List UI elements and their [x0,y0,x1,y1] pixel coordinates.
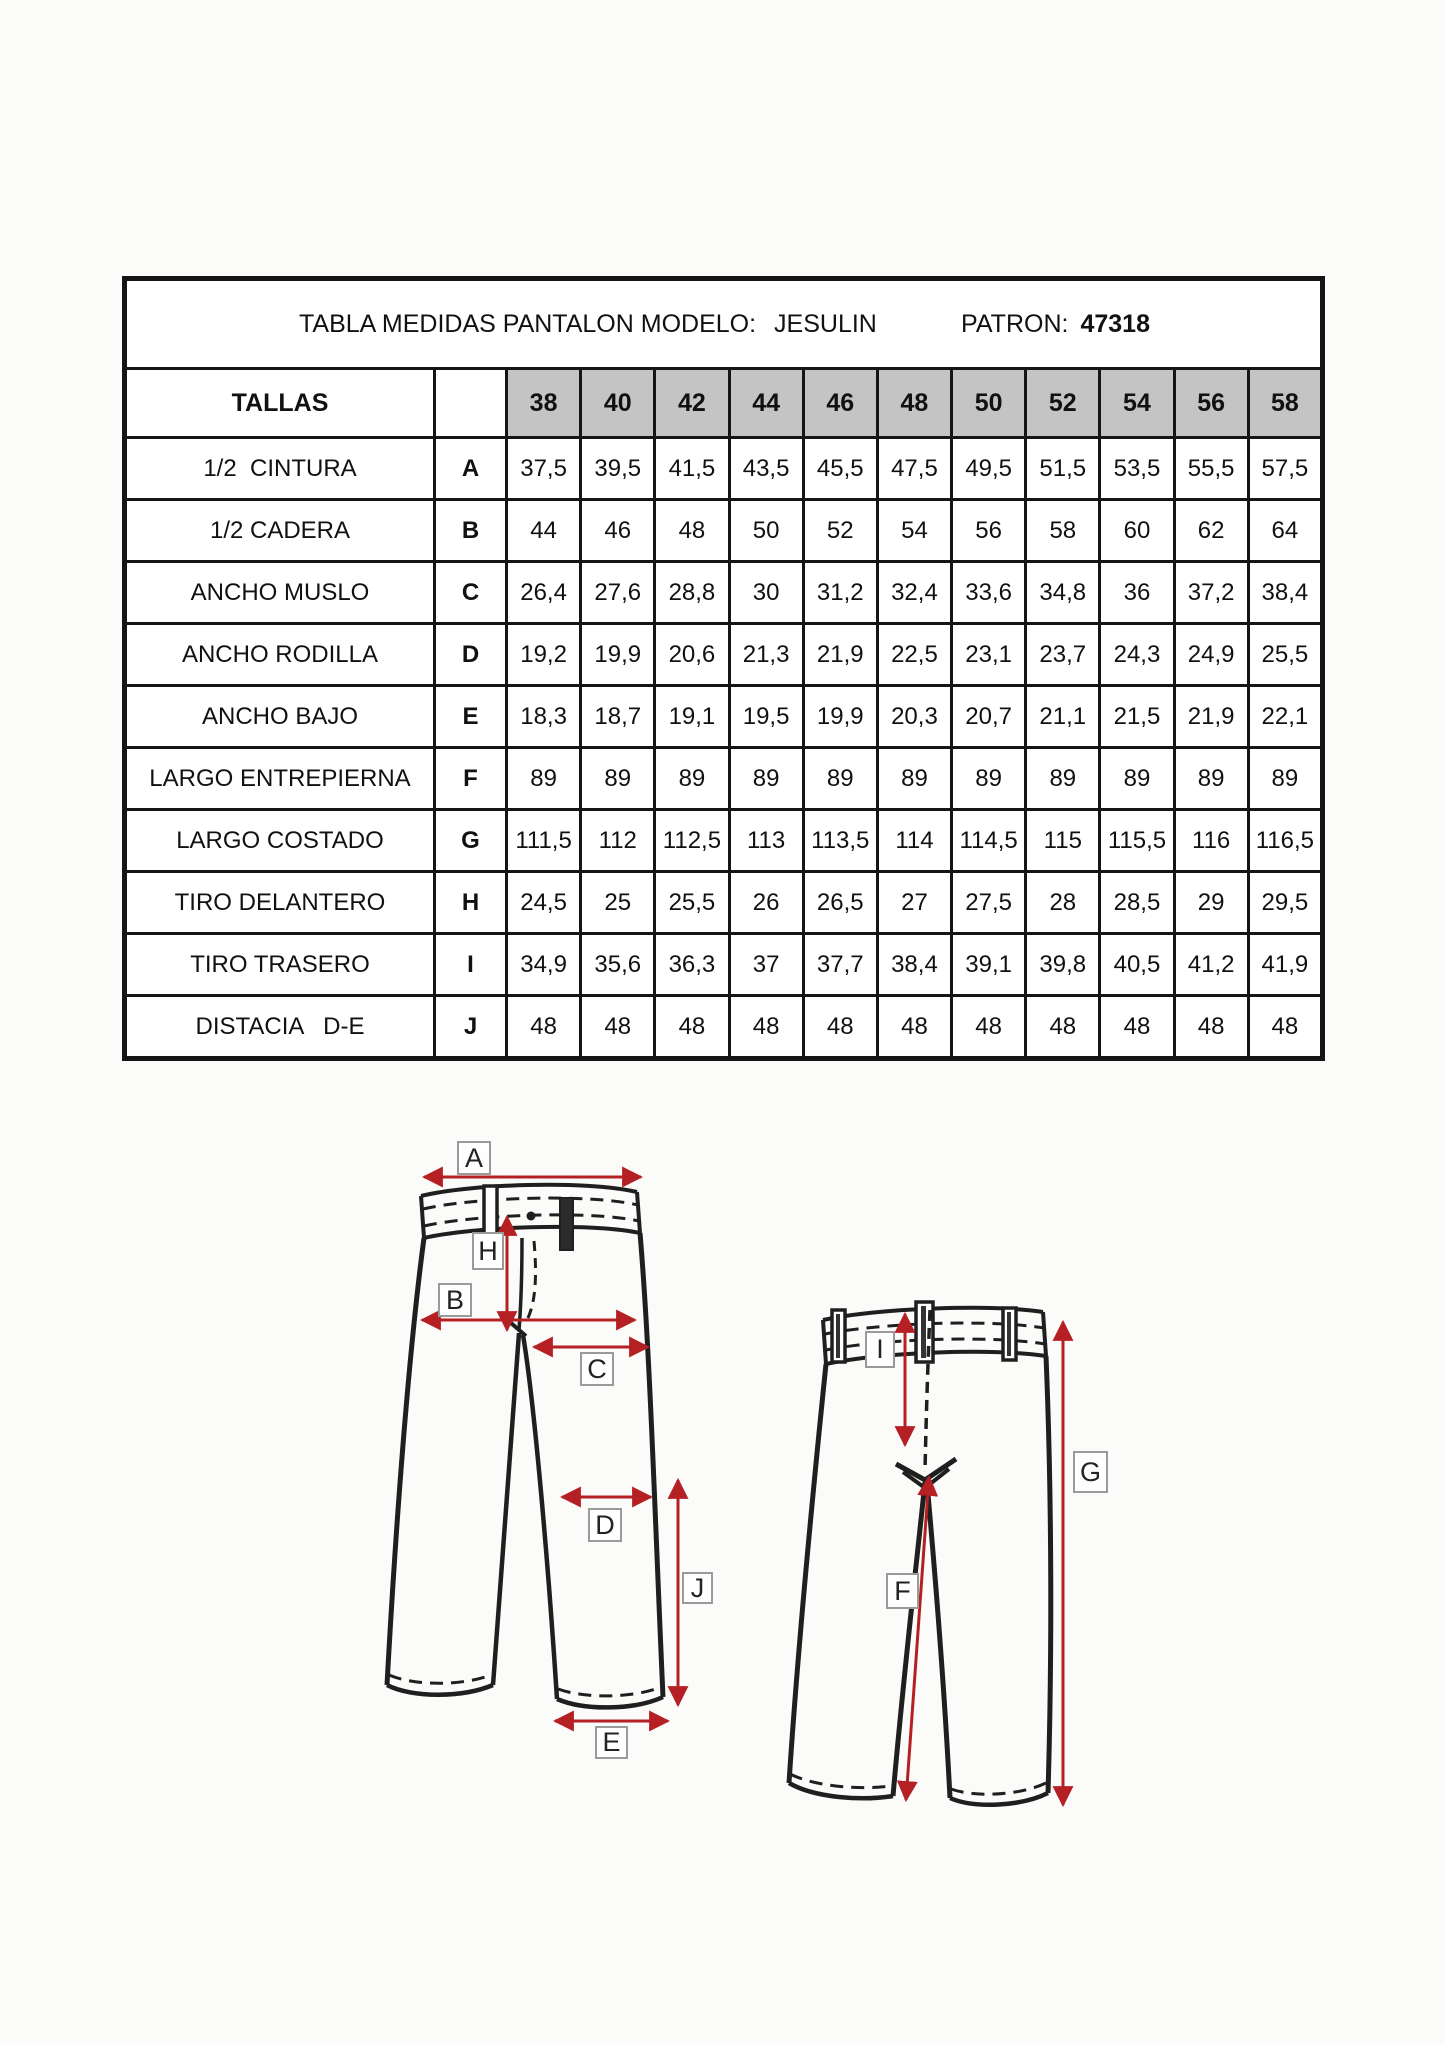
value-c-size-58: 38,4 [1248,562,1322,624]
measure-letter-a: A [435,438,507,500]
measure-name-d: ANCHO RODILLA [125,624,435,686]
value-e-size-58: 22,1 [1248,686,1322,748]
value-h-size-48: 27 [877,872,951,934]
measure-name-i: TIRO TRASERO [125,934,435,996]
value-e-size-56: 21,9 [1174,686,1248,748]
value-h-size-52: 28 [1026,872,1100,934]
measure-row-e [125,686,1323,748]
value-a-size-38: 37,5 [507,438,581,500]
value-b-size-50: 56 [952,500,1026,562]
value-d-size-40: 19,9 [581,624,655,686]
patron-label: PATRON: [961,309,1069,338]
value-e-size-54: 21,5 [1100,686,1174,748]
size-col-header-38: 38 [507,369,581,438]
measure-row-b [125,500,1323,562]
value-d-size-38: 19,2 [507,624,581,686]
value-d-size-44: 21,3 [729,624,803,686]
measure-name-e: ANCHO BAJO [125,686,435,748]
value-a-size-40: 39,5 [581,438,655,500]
value-i-size-38: 34,9 [507,934,581,996]
value-b-size-56: 62 [1174,500,1248,562]
measure-row-h [125,872,1323,934]
value-e-size-42: 19,1 [655,686,729,748]
value-g-size-40: 112 [581,810,655,872]
value-e-size-40: 18,7 [581,686,655,748]
value-e-size-46: 19,9 [803,686,877,748]
size-chart-table [122,276,1325,1061]
value-e-size-52: 21,1 [1026,686,1100,748]
value-i-size-40: 35,6 [581,934,655,996]
measure-row-c [125,562,1323,624]
value-g-size-50: 114,5 [952,810,1026,872]
value-c-size-50: 33,6 [952,562,1026,624]
value-c-size-40: 27,6 [581,562,655,624]
measure-label-box-a: A [457,1141,491,1175]
value-b-size-48: 54 [877,500,951,562]
value-c-size-56: 37,2 [1174,562,1248,624]
measure-label-box-c: C [580,1352,614,1386]
value-d-size-58: 25,5 [1248,624,1322,686]
value-d-size-54: 24,3 [1100,624,1174,686]
value-c-size-44: 30 [729,562,803,624]
measure-letter-j: J [435,996,507,1059]
value-g-size-56: 116 [1174,810,1248,872]
value-f-size-50: 89 [952,748,1026,810]
measure-row-f [125,748,1323,810]
pants-technical-drawing [0,1120,1445,2045]
measure-name-f: LARGO ENTREPIERNA [125,748,435,810]
value-h-size-38: 24,5 [507,872,581,934]
size-col-header-40: 40 [581,369,655,438]
value-h-size-40: 25 [581,872,655,934]
measure-name-a: 1/2 CINTURA [125,438,435,500]
value-i-size-50: 39,1 [952,934,1026,996]
value-c-size-42: 28,8 [655,562,729,624]
value-f-size-46: 89 [803,748,877,810]
value-e-size-48: 20,3 [877,686,951,748]
measure-rows-body [125,438,1323,1059]
value-a-size-54: 53,5 [1100,438,1174,500]
value-c-size-38: 26,4 [507,562,581,624]
value-b-size-40: 46 [581,500,655,562]
table-title [299,310,877,339]
pants-back-view [789,1302,1063,1805]
value-e-size-44: 19,5 [729,686,803,748]
model-name: JESULIN [774,309,877,338]
measure-name-b: 1/2 CADERA [125,500,435,562]
letter-column-header [435,369,507,438]
pants-front-view [387,1177,678,1721]
value-d-size-48: 22,5 [877,624,951,686]
measure-name-g: LARGO COSTADO [125,810,435,872]
value-i-size-42: 36,3 [655,934,729,996]
value-d-size-46: 21,9 [803,624,877,686]
size-col-header-42: 42 [655,369,729,438]
value-d-size-52: 23,7 [1026,624,1100,686]
value-b-size-58: 64 [1248,500,1322,562]
value-a-size-44: 43,5 [729,438,803,500]
value-j-size-58: 48 [1248,996,1322,1059]
measure-letter-f: F [435,748,507,810]
value-d-size-50: 23,1 [952,624,1026,686]
value-d-size-42: 20,6 [655,624,729,686]
value-b-size-52: 58 [1026,500,1100,562]
value-j-size-56: 48 [1174,996,1248,1059]
value-i-size-48: 38,4 [877,934,951,996]
value-j-size-54: 48 [1100,996,1174,1059]
value-f-size-38: 89 [507,748,581,810]
value-j-size-44: 48 [729,996,803,1059]
measure-letter-h: H [435,872,507,934]
measure-label-box-d: D [588,1508,622,1542]
measure-label-box-j: J [682,1572,713,1604]
measure-row-j [125,996,1323,1059]
value-f-size-56: 89 [1174,748,1248,810]
measure-letter-b: B [435,500,507,562]
size-col-header-44: 44 [729,369,803,438]
value-a-size-48: 47,5 [877,438,951,500]
measure-letter-d: D [435,624,507,686]
measure-label-box-h: H [472,1232,504,1270]
value-f-size-54: 89 [1100,748,1174,810]
value-e-size-50: 20,7 [952,686,1026,748]
value-g-size-52: 115 [1026,810,1100,872]
measure-label-box-f: F [886,1573,919,1609]
value-b-size-38: 44 [507,500,581,562]
size-col-header-50: 50 [952,369,1026,438]
value-h-size-44: 26 [729,872,803,934]
value-d-size-56: 24,9 [1174,624,1248,686]
value-g-size-44: 113 [729,810,803,872]
value-b-size-54: 60 [1100,500,1174,562]
size-col-header-56: 56 [1174,369,1248,438]
value-g-size-58: 116,5 [1248,810,1322,872]
value-i-size-46: 37,7 [803,934,877,996]
value-h-size-54: 28,5 [1100,872,1174,934]
value-f-size-58: 89 [1248,748,1322,810]
measure-row-a [125,438,1323,500]
measure-row-g [125,810,1323,872]
tallas-header: TALLAS [125,369,435,438]
value-c-size-46: 31,2 [803,562,877,624]
value-a-size-58: 57,5 [1248,438,1322,500]
value-g-size-42: 112,5 [655,810,729,872]
measure-name-c: ANCHO MUSLO [125,562,435,624]
measure-letter-e: E [435,686,507,748]
value-h-size-58: 29,5 [1248,872,1322,934]
value-j-size-52: 48 [1026,996,1100,1059]
value-f-size-52: 89 [1026,748,1100,810]
measure-letter-c: C [435,562,507,624]
belt-loop-icon [484,1186,497,1234]
value-h-size-56: 29 [1174,872,1248,934]
value-a-size-46: 45,5 [803,438,877,500]
value-b-size-46: 52 [803,500,877,562]
value-j-size-46: 48 [803,996,877,1059]
value-g-size-54: 115,5 [1100,810,1174,872]
value-f-size-40: 89 [581,748,655,810]
value-j-size-42: 48 [655,996,729,1059]
button-icon [527,1212,536,1221]
value-j-size-40: 48 [581,996,655,1059]
value-j-size-48: 48 [877,996,951,1059]
measurement-diagrams [0,1120,1445,2045]
value-a-size-52: 51,5 [1026,438,1100,500]
value-g-size-46: 113,5 [803,810,877,872]
table-title-label: TABLA MEDIDAS PANTALON MODELO: [299,309,757,338]
value-a-size-56: 55,5 [1174,438,1248,500]
patron [961,310,1150,339]
value-a-size-42: 41,5 [655,438,729,500]
value-j-size-38: 48 [507,996,581,1059]
value-c-size-48: 32,4 [877,562,951,624]
value-i-size-54: 40,5 [1100,934,1174,996]
patron-value: 47318 [1080,309,1150,338]
size-col-header-54: 54 [1100,369,1174,438]
value-f-size-42: 89 [655,748,729,810]
measure-name-h: TIRO DELANTERO [125,872,435,934]
value-j-size-50: 48 [952,996,1026,1059]
title-row [125,279,1323,369]
value-h-size-50: 27,5 [952,872,1026,934]
value-i-size-58: 41,9 [1248,934,1322,996]
value-i-size-56: 41,2 [1174,934,1248,996]
measure-label-box-b: B [438,1283,472,1317]
value-e-size-38: 18,3 [507,686,581,748]
sizes-header-row [125,369,1323,438]
value-a-size-50: 49,5 [952,438,1026,500]
value-h-size-42: 25,5 [655,872,729,934]
value-i-size-44: 37 [729,934,803,996]
value-h-size-46: 26,5 [803,872,877,934]
value-f-size-48: 89 [877,748,951,810]
size-col-header-58: 58 [1248,369,1322,438]
measure-label-box-i: I [865,1331,895,1368]
belt-loop-icon [560,1198,573,1250]
size-col-header-46: 46 [803,369,877,438]
value-c-size-54: 36 [1100,562,1174,624]
value-f-size-44: 89 [729,748,803,810]
measure-letter-i: I [435,934,507,996]
value-b-size-42: 48 [655,500,729,562]
measure-letter-g: G [435,810,507,872]
value-i-size-52: 39,8 [1026,934,1100,996]
measure-label-box-g: G [1073,1451,1108,1493]
value-g-size-38: 111,5 [507,810,581,872]
size-col-header-52: 52 [1026,369,1100,438]
measure-row-i [125,934,1323,996]
measure-name-j: DISTACIA D-E [125,996,435,1059]
title-cell [125,279,1323,369]
value-c-size-52: 34,8 [1026,562,1100,624]
value-g-size-48: 114 [877,810,951,872]
value-b-size-44: 50 [729,500,803,562]
measure-label-box-e: E [595,1726,628,1759]
size-col-header-48: 48 [877,369,951,438]
measure-row-d [125,624,1323,686]
